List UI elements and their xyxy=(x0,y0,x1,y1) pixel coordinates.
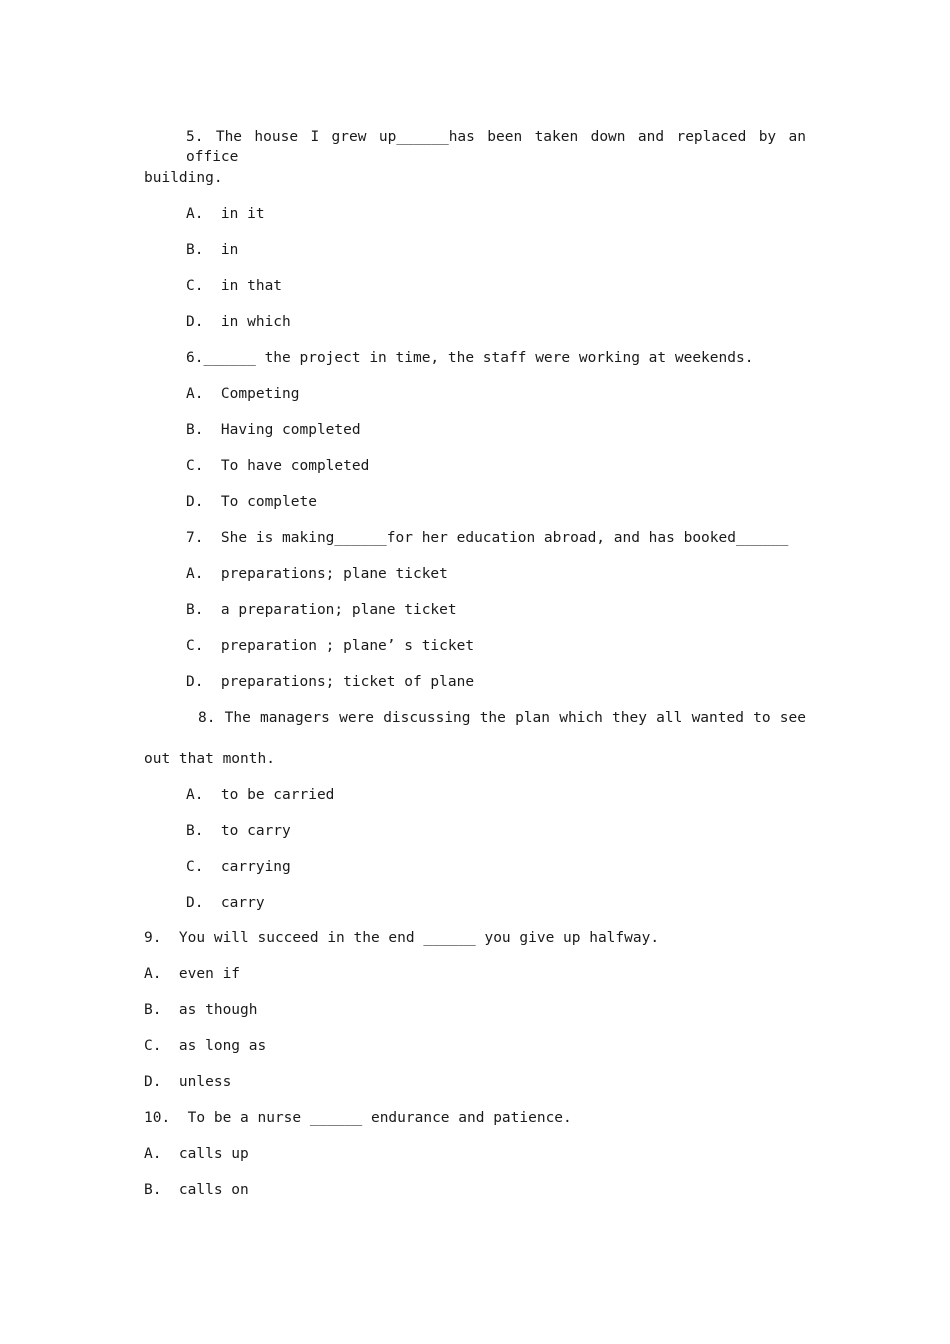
question-8-option-c: C. carrying xyxy=(186,859,291,875)
question-6-option-a: A. Competing xyxy=(186,386,300,402)
question-9-option-c: C. as long as xyxy=(144,1038,267,1054)
question-9-option-b: B. as though xyxy=(144,1002,258,1018)
question-7-option-b: B. a preparation; plane ticket xyxy=(186,602,457,618)
question-7-stem: 7. She is making______for her education abroad, and has booked______ xyxy=(186,530,789,546)
question-6-option-c: C. To have completed xyxy=(186,458,370,474)
question-5-option-c: C. in that xyxy=(186,278,283,294)
question-8-stem: 8. The managers were discussing the plan which they all wanted to see xyxy=(198,710,806,726)
question-10-option-a: A. calls up xyxy=(144,1146,249,1162)
question-8-option-b: B. to carry xyxy=(186,823,291,839)
question-5-option-d: D. in which xyxy=(186,314,291,330)
question-8-option-a: A. to be carried xyxy=(186,787,335,803)
question-10-stem: 10. To be a nurse ______ endurance and patience. xyxy=(144,1110,572,1126)
question-10-option-b: B. calls on xyxy=(144,1182,249,1198)
question-6-option-b: B. Having completed xyxy=(186,422,361,438)
question-5-option-b: B. in xyxy=(186,242,239,258)
question-5-option-a: A. in it xyxy=(186,206,265,222)
question-7-option-c: C. preparation ; plane’ s ticket xyxy=(186,638,475,654)
question-9-option-d: D. unless xyxy=(144,1074,232,1090)
question-9-stem: 9. You will succeed in the end ______ you give up halfway. xyxy=(144,930,660,946)
question-8-stem-continued: out that month. xyxy=(144,751,275,767)
question-7-option-a: A. preparations; plane ticket xyxy=(186,566,448,582)
question-7-option-d: D. preparations; ticket of plane xyxy=(186,674,475,690)
question-5-stem-continued: building. xyxy=(144,170,223,186)
question-8-option-d: D. carry xyxy=(186,895,265,911)
question-6-stem: 6.______ the project in time, the staff were working at weekends. xyxy=(186,350,754,366)
question-5-stem: 5. The house I grew up______has been taken down and replaced by an office xyxy=(186,129,806,165)
question-6-option-d: D. To complete xyxy=(186,494,317,510)
question-9-option-a: A. even if xyxy=(144,966,241,982)
